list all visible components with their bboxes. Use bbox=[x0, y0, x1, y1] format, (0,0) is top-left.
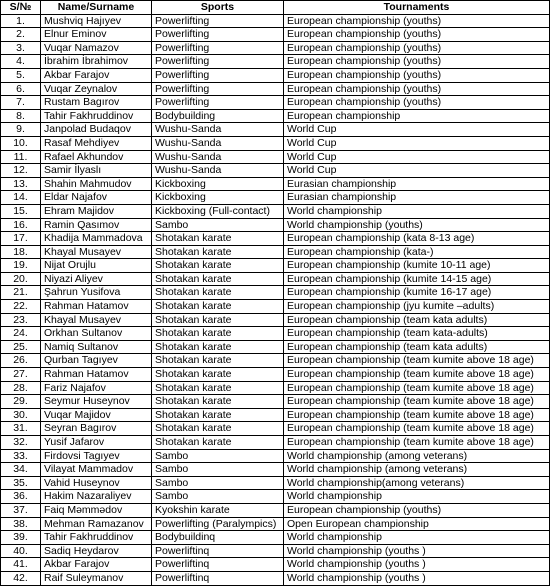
cell-tournament: European championship (team kata-adults) bbox=[284, 327, 550, 341]
cell-number: 14. bbox=[1, 191, 41, 205]
cell-sport: Kickboxing bbox=[152, 177, 284, 191]
cell-sport: Powerlifting bbox=[152, 28, 284, 42]
table-row bbox=[1, 123, 550, 137]
cell-tournament: European championship (team kumite above 18 age) bbox=[284, 381, 550, 395]
cell-tournament: European championship (team kumite above 18 age) bbox=[284, 422, 550, 436]
cell-number: 34. bbox=[1, 463, 41, 477]
cell-sport: Shotakan karate bbox=[152, 232, 284, 246]
cell-number: 16. bbox=[1, 218, 41, 232]
cell-number: 41. bbox=[1, 558, 41, 572]
table-body bbox=[1, 14, 550, 585]
cell-tournament: World championship (youths) bbox=[284, 218, 550, 232]
table-row bbox=[1, 381, 550, 395]
cell-sport: Kyokshin karate bbox=[152, 503, 284, 517]
cell-number: 42. bbox=[1, 571, 41, 585]
cell-tournament: European championship (youths) bbox=[284, 68, 550, 82]
cell-sport: Shotakan karate bbox=[152, 259, 284, 273]
cell-sport: Shotakan karate bbox=[152, 340, 284, 354]
table-row bbox=[1, 449, 550, 463]
cell-tournament: World Cup bbox=[284, 150, 550, 164]
cell-sport: Sambo bbox=[152, 463, 284, 477]
table-row bbox=[1, 340, 550, 354]
table-row bbox=[1, 476, 550, 490]
cell-name: Rahman Hatamov bbox=[41, 368, 152, 382]
cell-name: Vilayat Mammadov bbox=[41, 463, 152, 477]
cell-name: Qurban Tagıyev bbox=[41, 354, 152, 368]
table-row bbox=[1, 96, 550, 110]
cell-name: Hakim Nazaraliyev bbox=[41, 490, 152, 504]
table-row bbox=[1, 313, 550, 327]
table-row bbox=[1, 191, 550, 205]
cell-tournament: World championship bbox=[284, 531, 550, 545]
cell-tournament: World championship (among veterans) bbox=[284, 449, 550, 463]
table-row bbox=[1, 436, 550, 450]
cell-sport: Bodybuilding bbox=[152, 109, 284, 123]
cell-sport: Wushu-Sanda bbox=[152, 123, 284, 137]
cell-number: 11. bbox=[1, 150, 41, 164]
cell-name: Vuqar Zeynalov bbox=[41, 82, 152, 96]
cell-sport: Shotakan karate bbox=[152, 436, 284, 450]
header-tournaments: Tournaments bbox=[284, 1, 550, 15]
cell-number: 2. bbox=[1, 28, 41, 42]
cell-name: Elnur Eminov bbox=[41, 28, 152, 42]
cell-tournament: World championship bbox=[284, 204, 550, 218]
table-row bbox=[1, 245, 550, 259]
cell-tournament: European championship (team kata adults) bbox=[284, 340, 550, 354]
cell-name: İbrahim İbrahimov bbox=[41, 55, 152, 69]
cell-name: Vuqar Majidov bbox=[41, 408, 152, 422]
cell-name: Khayal Musayev bbox=[41, 313, 152, 327]
cell-number: 30. bbox=[1, 408, 41, 422]
cell-name: Eldar Najafov bbox=[41, 191, 152, 205]
cell-sport: Shotakan karate bbox=[152, 245, 284, 259]
cell-sport: Shotakan karate bbox=[152, 300, 284, 314]
cell-sport: Shotakan karate bbox=[152, 272, 284, 286]
table-row bbox=[1, 41, 550, 55]
cell-tournament: World Cup bbox=[284, 164, 550, 178]
cell-tournament: European championship (team kumite above 18 age) bbox=[284, 436, 550, 450]
table-row bbox=[1, 232, 550, 246]
cell-name: Sadiq Heydarov bbox=[41, 544, 152, 558]
cell-tournament: European championship (team kumite above 18 age) bbox=[284, 408, 550, 422]
cell-number: 24. bbox=[1, 327, 41, 341]
cell-tournament: European championship (youths) bbox=[284, 41, 550, 55]
cell-name: Raif Suleymanov bbox=[41, 571, 152, 585]
table-row bbox=[1, 109, 550, 123]
table-row bbox=[1, 204, 550, 218]
cell-number: 8. bbox=[1, 109, 41, 123]
cell-tournament: European championship (youths) bbox=[284, 503, 550, 517]
cell-sport: Wushu-Sanda bbox=[152, 136, 284, 150]
cell-sport: Shotakan karate bbox=[152, 327, 284, 341]
cell-tournament: World championship (youths ) bbox=[284, 571, 550, 585]
cell-sport: Bodybuildinq bbox=[152, 531, 284, 545]
table-row bbox=[1, 571, 550, 585]
table-row bbox=[1, 422, 550, 436]
cell-number: 3. bbox=[1, 41, 41, 55]
table-row bbox=[1, 68, 550, 82]
cell-tournament: World Cup bbox=[284, 123, 550, 137]
cell-tournament: European championship (team kumite above 18 age) bbox=[284, 395, 550, 409]
cell-name: Mehman Ramazanov bbox=[41, 517, 152, 531]
cell-number: 17. bbox=[1, 232, 41, 246]
table-row bbox=[1, 558, 550, 572]
table-row bbox=[1, 28, 550, 42]
cell-number: 1. bbox=[1, 14, 41, 28]
cell-tournament: World championship (youths ) bbox=[284, 558, 550, 572]
cell-name: Ehram Majidov bbox=[41, 204, 152, 218]
cell-name: Fariz Najafov bbox=[41, 381, 152, 395]
table-row bbox=[1, 55, 550, 69]
cell-tournament: World championship (youths ) bbox=[284, 544, 550, 558]
cell-number: 33. bbox=[1, 449, 41, 463]
cell-tournament: European championship (youths) bbox=[284, 55, 550, 69]
cell-name: Shahin Mahmudov bbox=[41, 177, 152, 191]
cell-tournament: European championship (team kata adults) bbox=[284, 313, 550, 327]
cell-number: 36. bbox=[1, 490, 41, 504]
cell-number: 40. bbox=[1, 544, 41, 558]
cell-tournament: European championship (kata 8-13 age) bbox=[284, 232, 550, 246]
cell-name: Vuqar Namazov bbox=[41, 41, 152, 55]
cell-number: 4. bbox=[1, 55, 41, 69]
cell-name: Rahman Hatamov bbox=[41, 300, 152, 314]
cell-tournament: European championship (kumite 14-15 age) bbox=[284, 272, 550, 286]
cell-sport: Powerlifting (Paralympics) bbox=[152, 517, 284, 531]
cell-sport: Shotakan karate bbox=[152, 354, 284, 368]
table-row bbox=[1, 14, 550, 28]
cell-name: Akbar Farajov bbox=[41, 558, 152, 572]
cell-sport: Kickboxing (Full-contact) bbox=[152, 204, 284, 218]
cell-sport: Powerliftinq bbox=[152, 558, 284, 572]
table-row bbox=[1, 286, 550, 300]
table-row bbox=[1, 272, 550, 286]
cell-sport: Powerlifting bbox=[152, 55, 284, 69]
cell-name: Namiq Sultanov bbox=[41, 340, 152, 354]
cell-sport: Shotakan karate bbox=[152, 422, 284, 436]
table-row bbox=[1, 531, 550, 545]
table-row bbox=[1, 218, 550, 232]
table-row bbox=[1, 177, 550, 191]
cell-name: Khayal Musayev bbox=[41, 245, 152, 259]
cell-tournament: World Cup bbox=[284, 136, 550, 150]
cell-name: Seyran Bagırov bbox=[41, 422, 152, 436]
cell-number: 19. bbox=[1, 259, 41, 273]
cell-number: 12. bbox=[1, 164, 41, 178]
cell-sport: Shotakan karate bbox=[152, 395, 284, 409]
header-number: S/№ bbox=[1, 1, 41, 15]
cell-name: Rustam Bagırov bbox=[41, 96, 152, 110]
cell-number: 38. bbox=[1, 517, 41, 531]
cell-name: Rafael Akhundov bbox=[41, 150, 152, 164]
cell-sport: Shotakan karate bbox=[152, 313, 284, 327]
table-row bbox=[1, 327, 550, 341]
cell-number: 25. bbox=[1, 340, 41, 354]
cell-name: Vahid Huseynov bbox=[41, 476, 152, 490]
table-row bbox=[1, 490, 550, 504]
cell-number: 6. bbox=[1, 82, 41, 96]
cell-number: 35. bbox=[1, 476, 41, 490]
cell-number: 39. bbox=[1, 531, 41, 545]
cell-tournament: European championship (kumite 16-17 age) bbox=[284, 286, 550, 300]
cell-tournament: European championship (youths) bbox=[284, 82, 550, 96]
cell-tournament: Open European championship bbox=[284, 517, 550, 531]
cell-number: 20. bbox=[1, 272, 41, 286]
cell-name: Faiq Məmmədov bbox=[41, 503, 152, 517]
cell-number: 28. bbox=[1, 381, 41, 395]
cell-tournament: Eurasian championship bbox=[284, 191, 550, 205]
cell-tournament: Eurasian championship bbox=[284, 177, 550, 191]
table-row bbox=[1, 136, 550, 150]
cell-name: Khadija Mammadova bbox=[41, 232, 152, 246]
cell-sport: Kickboxing bbox=[152, 191, 284, 205]
cell-sport: Sambo bbox=[152, 476, 284, 490]
table-row bbox=[1, 354, 550, 368]
cell-name: Mushviq Hajıyev bbox=[41, 14, 152, 28]
cell-name: Rasaf Mehdiyev bbox=[41, 136, 152, 150]
table-row bbox=[1, 164, 550, 178]
cell-sport: Powerliftinq bbox=[152, 544, 284, 558]
cell-sport: Shotakan karate bbox=[152, 286, 284, 300]
cell-tournament: European championship (kata-) bbox=[284, 245, 550, 259]
cell-number: 13. bbox=[1, 177, 41, 191]
table-row bbox=[1, 395, 550, 409]
cell-tournament: World championship(among veterans) bbox=[284, 476, 550, 490]
header-sports: Sports bbox=[152, 1, 284, 15]
cell-sport: Powerlifting bbox=[152, 96, 284, 110]
cell-tournament: European championship (team kumite above 18 age) bbox=[284, 354, 550, 368]
cell-sport: Powerlifting bbox=[152, 68, 284, 82]
table-row bbox=[1, 368, 550, 382]
cell-sport: Wushu-Sanda bbox=[152, 164, 284, 178]
cell-name: Janpolad Budaqov bbox=[41, 123, 152, 137]
cell-sport: Sambo bbox=[152, 449, 284, 463]
cell-number: 18. bbox=[1, 245, 41, 259]
cell-sport: Sambo bbox=[152, 490, 284, 504]
header-row bbox=[1, 1, 550, 15]
cell-number: 23. bbox=[1, 313, 41, 327]
table-row bbox=[1, 463, 550, 477]
cell-tournament: European championship (youths) bbox=[284, 14, 550, 28]
table-row bbox=[1, 82, 550, 96]
cell-number: 7. bbox=[1, 96, 41, 110]
cell-name: Firdovsi Tagıyev bbox=[41, 449, 152, 463]
cell-name: Orkhan Sultanov bbox=[41, 327, 152, 341]
cell-number: 22. bbox=[1, 300, 41, 314]
cell-name: Seymur Huseynov bbox=[41, 395, 152, 409]
cell-number: 21. bbox=[1, 286, 41, 300]
cell-tournament: European championship (team kumite above 18 age) bbox=[284, 368, 550, 382]
header-name: Name/Surname bbox=[41, 1, 152, 15]
table-row bbox=[1, 408, 550, 422]
cell-name: Tahir Fakhruddinov bbox=[41, 531, 152, 545]
cell-number: 5. bbox=[1, 68, 41, 82]
table-row bbox=[1, 544, 550, 558]
cell-tournament: European championship (jyu kumite –adults) bbox=[284, 300, 550, 314]
cell-sport: Powerlifting bbox=[152, 82, 284, 96]
cell-sport: Sambo bbox=[152, 218, 284, 232]
cell-number: 29. bbox=[1, 395, 41, 409]
cell-tournament: European championship (youths) bbox=[284, 96, 550, 110]
cell-tournament: European championship bbox=[284, 109, 550, 123]
cell-sport: Powerliftinq bbox=[152, 571, 284, 585]
cell-sport: Shotakan karate bbox=[152, 408, 284, 422]
cell-number: 15. bbox=[1, 204, 41, 218]
cell-tournament: World championship bbox=[284, 490, 550, 504]
cell-number: 27. bbox=[1, 368, 41, 382]
cell-sport: Wushu-Sanda bbox=[152, 150, 284, 164]
cell-number: 10. bbox=[1, 136, 41, 150]
cell-name: Tahir Fakhruddinov bbox=[41, 109, 152, 123]
cell-name: Nijat Orujlu bbox=[41, 259, 152, 273]
cell-name: Akbar Farajov bbox=[41, 68, 152, 82]
table-row bbox=[1, 300, 550, 314]
cell-number: 37. bbox=[1, 503, 41, 517]
table-row bbox=[1, 517, 550, 531]
cell-name: Niyazi Aliyev bbox=[41, 272, 152, 286]
cell-tournament: World championship (among veterans) bbox=[284, 463, 550, 477]
cell-name: Yusif Jafarov bbox=[41, 436, 152, 450]
cell-number: 31. bbox=[1, 422, 41, 436]
cell-name: Ramin Qasımov bbox=[41, 218, 152, 232]
cell-number: 26. bbox=[1, 354, 41, 368]
cell-tournament: European championship (kumite 10-11 age) bbox=[284, 259, 550, 273]
cell-name: Şahrun Yusifova bbox=[41, 286, 152, 300]
cell-number: 9. bbox=[1, 123, 41, 137]
table-row bbox=[1, 259, 550, 273]
cell-sport: Powerlifting bbox=[152, 41, 284, 55]
table-row bbox=[1, 503, 550, 517]
cell-sport: Powerlifting bbox=[152, 14, 284, 28]
cell-tournament: European championship (youths) bbox=[284, 28, 550, 42]
cell-sport: Shotakan karate bbox=[152, 381, 284, 395]
table-row bbox=[1, 150, 550, 164]
cell-sport: Shotakan karate bbox=[152, 368, 284, 382]
cell-name: Samir İlyaslı bbox=[41, 164, 152, 178]
cell-number: 32. bbox=[1, 436, 41, 450]
